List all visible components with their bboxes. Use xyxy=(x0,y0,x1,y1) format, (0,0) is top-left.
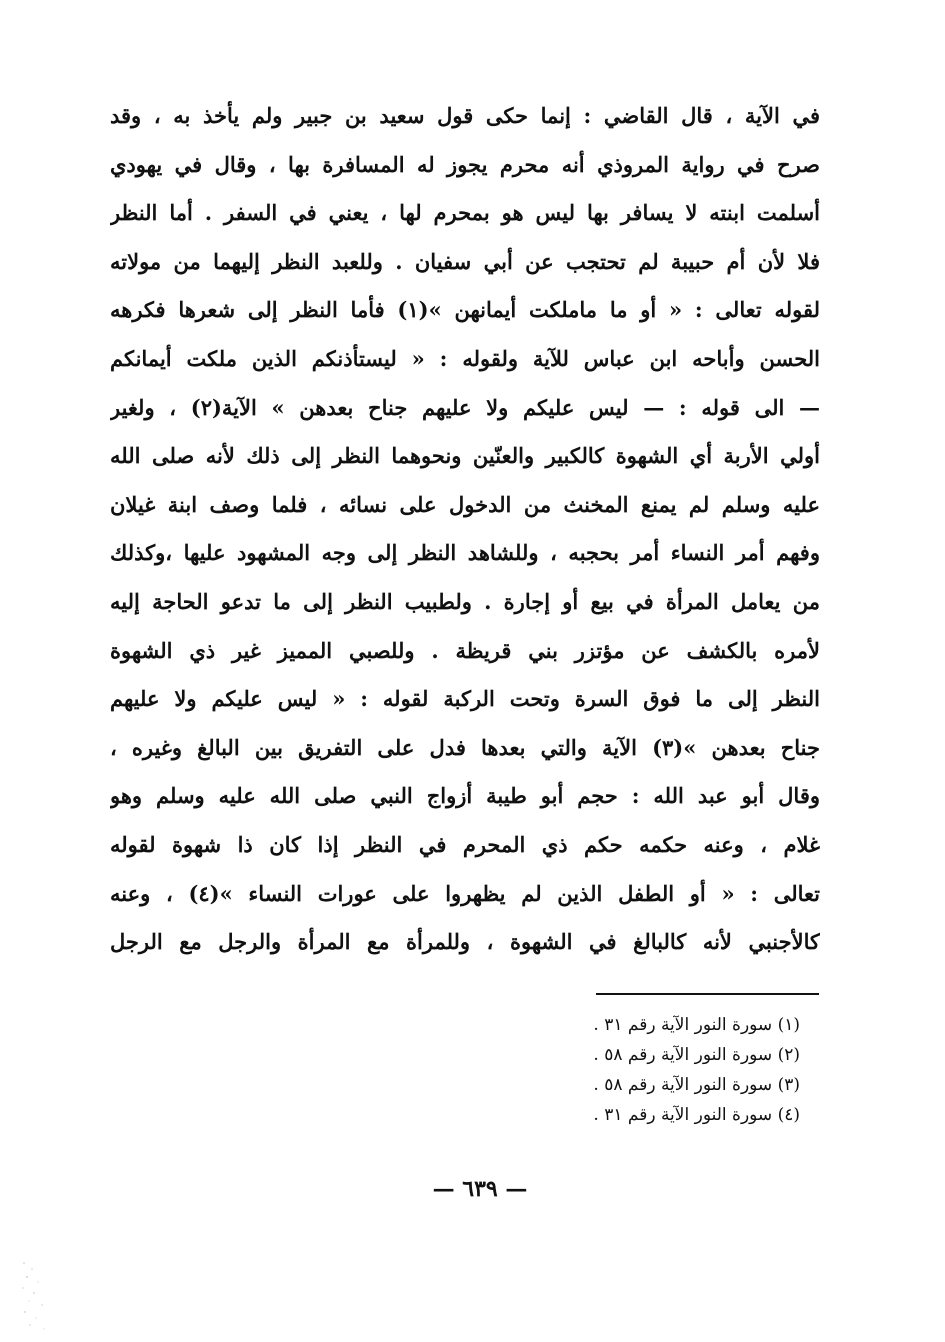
text-line: لأمره بالكشف عن مؤتزر بني قريظة . وللصبي المميز غير ذي الشهوة xyxy=(110,637,820,663)
footnote-item: (١) سورة النور الآية رقم ٣١ . xyxy=(593,1015,800,1035)
text-line: أسلمت ابنته لا يسافر بها ليس هو بمحرم لها ، يعني في السفر . أما النظر xyxy=(110,200,820,226)
text-line: تعالى : « أو الطفل الذين لم يظهروا على عورات النساء »(٤) ، وعنه xyxy=(110,880,820,906)
text-line: لقوله تعالى : « أو ما ماملكت أيمانهن »(١) فأما النظر إلى شعرها فكرهه xyxy=(110,297,820,323)
text-line: فلا لأن أم حبيبة لم تحتجب عن أبي سفيان . وللعبد النظر إليهما من مولاته xyxy=(110,248,820,274)
scan-speckle xyxy=(18,1255,58,1335)
text-line: صرح في رواية المروذي أنه محرم يجوز له المسافرة بها ، وقال في يهودي xyxy=(110,151,820,177)
text-line: وقال أبو عبد الله : حجم أبو طيبة أزواج النبي صلى الله عليه وسلم وهو xyxy=(110,783,820,809)
footnote-item: (٤) سورة النور الآية رقم ٣١ . xyxy=(593,1105,800,1125)
text-line: أولي الأربة أي الشهوة كالكبير والعنّين ونحوهما النظر إلى ذلك لأنه صلى الله xyxy=(110,443,820,469)
footnotes xyxy=(380,1010,800,1130)
text-line: من يعامل المرأة في بيع أو إجارة . ولطبيب النظر إلى ما تدعو الحاجة إليه xyxy=(110,588,820,614)
page-number: — ٦٣٩ — xyxy=(432,1176,528,1202)
text-line: عليه وسلم لم يمنع المخنث من الدخول على نسائه ، فلما وصف ابنة غيلان xyxy=(110,491,820,517)
text-line: جناح بعدهن »(٣) الآية والتي بعدها فدل على التفريق بين البالغ وغيره ، xyxy=(110,734,820,760)
text-line: في الآية ، قال القاضي : إنما حكى قول سعيد بن جبير ولم يأخذ به ، وقد xyxy=(110,103,820,128)
footnote-divider xyxy=(596,993,819,995)
main-text xyxy=(110,92,820,967)
footnote-item: (٢) سورة النور الآية رقم ٥٨ . xyxy=(593,1045,800,1065)
footnote-item: (٣) سورة النور الآية رقم ٥٨ . xyxy=(593,1075,800,1095)
text-line: — الى قوله : — ليس عليكم ولا عليهم جناح بعدهن » الآية(٢) ، ولغير xyxy=(110,394,820,420)
text-line: كالأجنبي لأنه كالبالغ في الشهوة ، وللمرأة مع المرأة والرجل مع الرجل xyxy=(110,929,820,955)
text-line: غلام ، وعنه حكمه حكم ذي المحرم في النظر إذا كان ذا شهوة لقوله xyxy=(110,831,820,857)
text-line: الحسن وأباحه ابن عباس للآية ولقوله : « ليستأذنكم الذين ملكت أيمانكم xyxy=(110,345,820,371)
text-line: النظر إلى ما فوق السرة وتحت الركبة لقوله : « ليس عليكم ولا عليهم xyxy=(110,686,820,712)
text-line: وفهم أمر النساء أمر بحجبه ، وللشاهد النظر إلى وجه المشهود عليها ،وكذلك xyxy=(110,540,820,566)
